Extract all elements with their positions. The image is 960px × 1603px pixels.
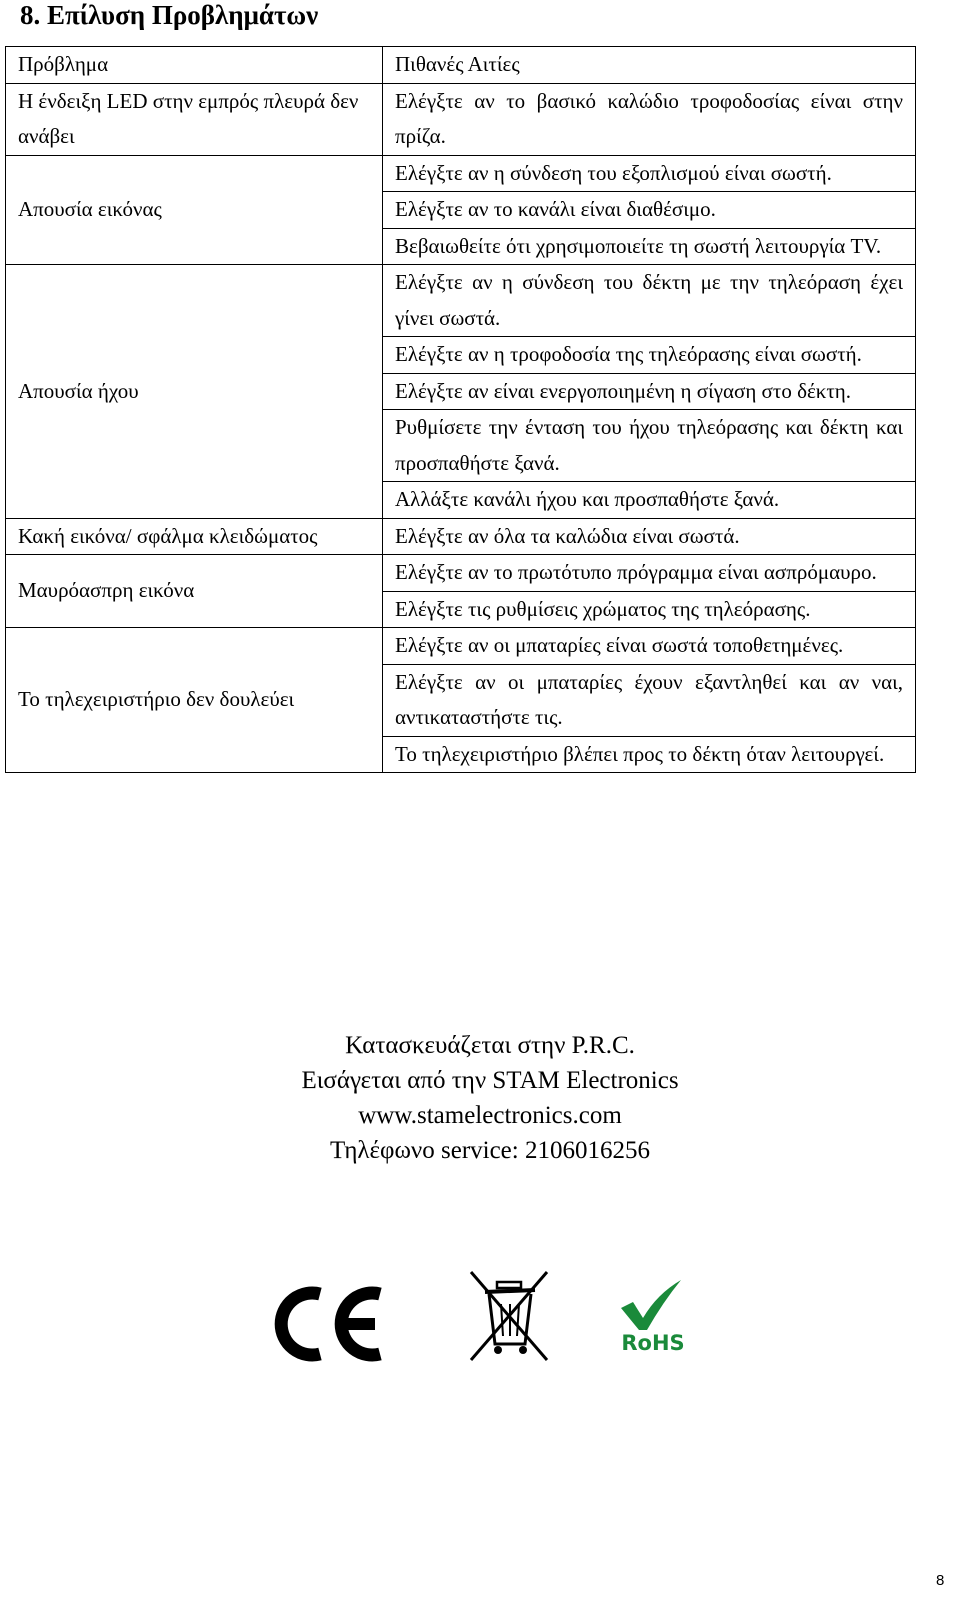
section-title: 8. Επίλυση Προβλημάτων xyxy=(20,0,319,30)
problem-cell: Το τηλεχειριστήριο δεν δουλεύει xyxy=(6,628,383,773)
table-row xyxy=(6,155,916,192)
problem-cell: Απουσία ήχου xyxy=(6,265,383,519)
footer xyxy=(0,1028,960,1168)
cause-cell: Ρυθμίσετε την ένταση του ήχου τηλεόρασης και δέκτη και προσπαθήστε ξανά. xyxy=(383,410,916,482)
cause-cell: Ελέγξτε αν η σύνδεση του εξοπλισμού είναι σωστή. xyxy=(383,155,916,192)
header-problem: Πρόβλημα xyxy=(6,47,383,84)
header-cause: Πιθανές Αιτίες xyxy=(383,47,916,84)
service-phone: Τηλέφωνο service: 2106016256 xyxy=(330,1137,650,1164)
cause-cell: Αλλάξτε κανάλι ήχου και προσπαθήστε ξανά. xyxy=(383,482,916,519)
problem-cell: Κακή εικόνα/ σφάλμα κλειδώματος xyxy=(6,518,383,555)
table-row xyxy=(6,628,916,665)
made-in-text: Κατασκευάζεται στην P.R.C. xyxy=(345,1032,635,1059)
certification-logos xyxy=(0,1270,960,1390)
table-row xyxy=(6,83,916,155)
table-row xyxy=(6,555,916,592)
cause-cell: Ελέγξτε τις ρυθμίσεις χρώματος της τηλεόρασης. xyxy=(383,591,916,628)
cause-cell: Ελέγξτε αν είναι ενεργοποιημένη η σίγαση στο δέκτη. xyxy=(383,373,916,410)
rohs-label: RoHS xyxy=(621,1331,685,1354)
page-number: 8 xyxy=(936,1572,945,1589)
cause-cell: Ελέγξτε αν όλα τα καλώδια είναι σωστά. xyxy=(383,518,916,555)
table-header-row xyxy=(6,47,916,84)
cause-cell: Βεβαιωθείτε ότι χρησιμοποιείτε τη σωστή λειτουργία TV. xyxy=(383,228,916,265)
problem-cell: Η ένδειξη LED στην εμπρός πλευρά δεν ανάβει xyxy=(6,83,383,155)
troubleshooting-table xyxy=(5,46,916,773)
table-row xyxy=(6,518,916,555)
website-link[interactable]: www.stamelectronics.com xyxy=(358,1102,622,1129)
crossed-out-wheelie-bin-icon xyxy=(467,1270,551,1367)
cause-cell: Ελέγξτε αν το κανάλι είναι διαθέσιμο. xyxy=(383,192,916,229)
cause-cell: Το τηλεχειριστήριο βλέπει προς το δέκτη όταν λειτουργεί. xyxy=(383,736,916,773)
problem-cell: Απουσία εικόνας xyxy=(6,155,383,265)
cause-cell: Ελέγξτε αν η σύνδεση του δέκτη με την τηλεόραση έχει γίνει σωστά. xyxy=(383,265,916,337)
table-row xyxy=(6,265,916,337)
importer-text: Εισάγεται από την STAM Electronics xyxy=(301,1067,679,1094)
ce-mark-icon xyxy=(273,1282,385,1371)
rohs-checkmark-icon xyxy=(617,1280,689,1359)
problem-cell: Μαυρόασπρη εικόνα xyxy=(6,555,383,628)
cause-cell: Ελέγξτε αν το βασικό καλώδιο τροφοδοσίας είναι στην πρίζα. xyxy=(383,83,916,155)
cause-cell: Ελέγξτε αν το πρωτότυπο πρόγραμμα είναι ασπρόμαυρο. xyxy=(383,555,916,592)
cause-cell: Ελέγξτε αν οι μπαταρίες έχουν εξαντληθεί και αν ναι, αντικαταστήστε τις. xyxy=(383,664,916,736)
cause-cell: Ελέγξτε αν οι μπαταρίες είναι σωστά τοποθετημένες. xyxy=(383,628,916,665)
cause-cell: Ελέγξτε αν η τροφοδοσία της τηλεόρασης είναι σωστή. xyxy=(383,337,916,374)
